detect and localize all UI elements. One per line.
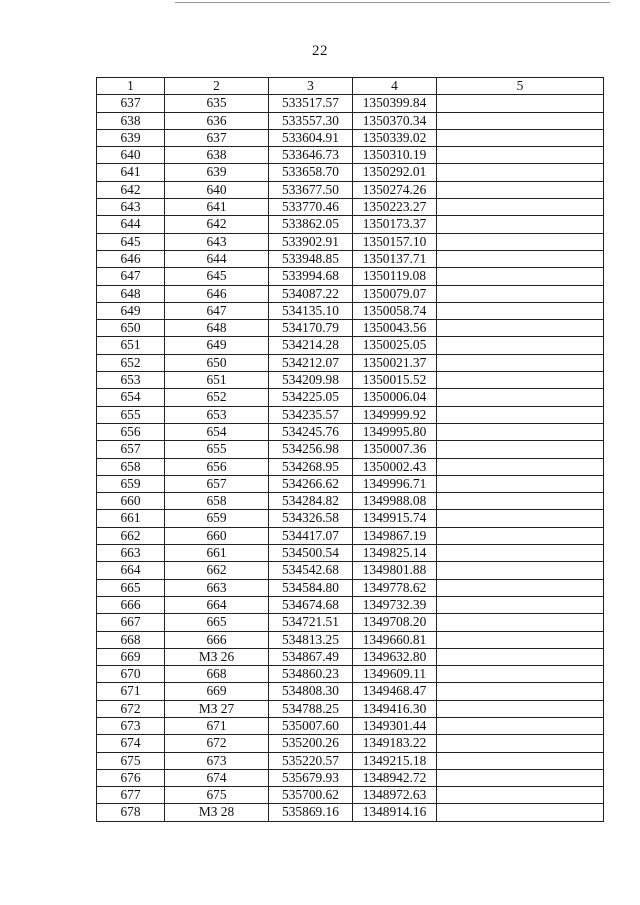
ref-point-cell: 664: [165, 596, 269, 613]
table-row: [97, 614, 604, 631]
table-row: [97, 250, 604, 267]
note-cell: [437, 423, 604, 440]
table-row: [97, 648, 604, 665]
y-coordinate-cell: 1350002.43: [353, 458, 437, 475]
note-cell: [437, 181, 604, 198]
point-number-cell: 658: [97, 458, 165, 475]
table-row: [97, 717, 604, 734]
column-header-1: 1: [97, 78, 165, 95]
table-row: [97, 112, 604, 129]
table-row: [97, 95, 604, 112]
x-coordinate-cell: 534235.57: [269, 406, 353, 423]
note-cell: [437, 337, 604, 354]
point-number-cell: 643: [97, 199, 165, 216]
ref-point-cell: 645: [165, 268, 269, 285]
table-row: [97, 147, 604, 164]
x-coordinate-cell: 535700.62: [269, 787, 353, 804]
column-header-3: 3: [269, 78, 353, 95]
y-coordinate-cell: 1349915.74: [353, 510, 437, 527]
table-row: [97, 666, 604, 683]
table-row: [97, 233, 604, 250]
ref-point-cell: 652: [165, 389, 269, 406]
point-number-cell: 668: [97, 631, 165, 648]
y-coordinate-cell: 1349632.80: [353, 648, 437, 665]
note-cell: [437, 268, 604, 285]
page-number: 22: [312, 43, 328, 59]
ref-point-cell: 654: [165, 423, 269, 440]
table-row: [97, 804, 604, 821]
note-cell: [437, 666, 604, 683]
x-coordinate-cell: 534808.30: [269, 683, 353, 700]
note-cell: [437, 95, 604, 112]
ref-point-cell: 642: [165, 216, 269, 233]
point-number-cell: 677: [97, 787, 165, 804]
ref-point-cell: 646: [165, 285, 269, 302]
y-coordinate-cell: 1350021.37: [353, 354, 437, 371]
table-row: [97, 579, 604, 596]
ref-point-cell: 655: [165, 441, 269, 458]
table-row: [97, 441, 604, 458]
note-cell: [437, 320, 604, 337]
ref-point-cell: 673: [165, 752, 269, 769]
x-coordinate-cell: 534225.05: [269, 389, 353, 406]
point-number-cell: 676: [97, 769, 165, 786]
ref-point-cell: 665: [165, 614, 269, 631]
table-row: [97, 700, 604, 717]
ref-point-cell: 657: [165, 475, 269, 492]
x-coordinate-cell: 533557.30: [269, 112, 353, 129]
table-row: [97, 285, 604, 302]
point-number-cell: 673: [97, 717, 165, 734]
ref-point-cell: 649: [165, 337, 269, 354]
y-coordinate-cell: 1350015.52: [353, 372, 437, 389]
table-row: [97, 389, 604, 406]
table-row: [97, 527, 604, 544]
y-coordinate-cell: 1349995.80: [353, 423, 437, 440]
point-number-cell: 664: [97, 562, 165, 579]
y-coordinate-cell: 1350157.10: [353, 233, 437, 250]
ref-point-cell: 638: [165, 147, 269, 164]
x-coordinate-cell: 534860.23: [269, 666, 353, 683]
ref-point-cell: 668: [165, 666, 269, 683]
column-header-4: 4: [353, 78, 437, 95]
coordinates-table: [96, 77, 604, 822]
y-coordinate-cell: 1348942.72: [353, 769, 437, 786]
point-number-cell: 660: [97, 493, 165, 510]
point-number-cell: 646: [97, 250, 165, 267]
point-number-cell: 665: [97, 579, 165, 596]
y-coordinate-cell: 1350274.26: [353, 181, 437, 198]
y-coordinate-cell: 1349825.14: [353, 545, 437, 562]
note-cell: [437, 147, 604, 164]
y-coordinate-cell: 1350292.01: [353, 164, 437, 181]
x-coordinate-cell: 534788.25: [269, 700, 353, 717]
table-row: [97, 752, 604, 769]
y-coordinate-cell: 1350007.36: [353, 441, 437, 458]
x-coordinate-cell: 533902.91: [269, 233, 353, 250]
table-row: [97, 545, 604, 562]
table-row: [97, 268, 604, 285]
y-coordinate-cell: 1349301.44: [353, 717, 437, 734]
table-row: [97, 302, 604, 319]
note-cell: [437, 354, 604, 371]
ref-point-cell: 663: [165, 579, 269, 596]
ref-point-cell: 669: [165, 683, 269, 700]
x-coordinate-cell: 534867.49: [269, 648, 353, 665]
y-coordinate-cell: 1350119.08: [353, 268, 437, 285]
point-number-cell: 648: [97, 285, 165, 302]
note-cell: [437, 285, 604, 302]
y-coordinate-cell: 1349988.08: [353, 493, 437, 510]
y-coordinate-cell: 1349778.62: [353, 579, 437, 596]
table-row: [97, 683, 604, 700]
ref-point-cell: МЗ 26: [165, 648, 269, 665]
ref-point-cell: 650: [165, 354, 269, 371]
note-cell: [437, 475, 604, 492]
point-number-cell: 657: [97, 441, 165, 458]
note-cell: [437, 735, 604, 752]
point-number-cell: 639: [97, 129, 165, 146]
y-coordinate-cell: 1349732.39: [353, 596, 437, 613]
x-coordinate-cell: 534266.62: [269, 475, 353, 492]
ref-point-cell: 674: [165, 769, 269, 786]
note-cell: [437, 596, 604, 613]
table-row: [97, 596, 604, 613]
table-row: [97, 129, 604, 146]
x-coordinate-cell: 534135.10: [269, 302, 353, 319]
table-row: [97, 216, 604, 233]
x-coordinate-cell: 534674.68: [269, 596, 353, 613]
ref-point-cell: 641: [165, 199, 269, 216]
point-number-cell: 649: [97, 302, 165, 319]
y-coordinate-cell: 1350006.04: [353, 389, 437, 406]
note-cell: [437, 406, 604, 423]
x-coordinate-cell: 533517.57: [269, 95, 353, 112]
note-cell: [437, 389, 604, 406]
point-number-cell: 678: [97, 804, 165, 821]
x-coordinate-cell: 533604.91: [269, 129, 353, 146]
note-cell: [437, 233, 604, 250]
note-cell: [437, 614, 604, 631]
point-number-cell: 652: [97, 354, 165, 371]
y-coordinate-cell: 1349801.88: [353, 562, 437, 579]
y-coordinate-cell: 1350025.05: [353, 337, 437, 354]
ref-point-cell: 675: [165, 787, 269, 804]
point-number-cell: 675: [97, 752, 165, 769]
x-coordinate-cell: 533862.05: [269, 216, 353, 233]
point-number-cell: 644: [97, 216, 165, 233]
note-cell: [437, 527, 604, 544]
table-row: [97, 562, 604, 579]
table-row: [97, 423, 604, 440]
x-coordinate-cell: 534214.28: [269, 337, 353, 354]
point-number-cell: 650: [97, 320, 165, 337]
ref-point-cell: 635: [165, 95, 269, 112]
table-row: [97, 181, 604, 198]
table-body: [97, 95, 604, 821]
note-cell: [437, 717, 604, 734]
y-coordinate-cell: 1349867.19: [353, 527, 437, 544]
point-number-cell: 640: [97, 147, 165, 164]
x-coordinate-cell: 534813.25: [269, 631, 353, 648]
column-header-2: 2: [165, 78, 269, 95]
ref-point-cell: 648: [165, 320, 269, 337]
y-coordinate-cell: 1349215.18: [353, 752, 437, 769]
x-coordinate-cell: 534209.98: [269, 372, 353, 389]
table-row: [97, 164, 604, 181]
ref-point-cell: 651: [165, 372, 269, 389]
point-number-cell: 638: [97, 112, 165, 129]
point-number-cell: 659: [97, 475, 165, 492]
table-row: [97, 631, 604, 648]
table-row: [97, 406, 604, 423]
y-coordinate-cell: 1349996.71: [353, 475, 437, 492]
ref-point-cell: 653: [165, 406, 269, 423]
ref-point-cell: 658: [165, 493, 269, 510]
y-coordinate-cell: 1349416.30: [353, 700, 437, 717]
note-cell: [437, 441, 604, 458]
x-coordinate-cell: 534584.80: [269, 579, 353, 596]
y-coordinate-cell: 1348972.63: [353, 787, 437, 804]
x-coordinate-cell: 533770.46: [269, 199, 353, 216]
x-coordinate-cell: 534326.58: [269, 510, 353, 527]
note-cell: [437, 545, 604, 562]
point-number-cell: 656: [97, 423, 165, 440]
note-cell: [437, 458, 604, 475]
x-coordinate-cell: 534542.68: [269, 562, 353, 579]
top-rule: [175, 2, 610, 3]
ref-point-cell: 637: [165, 129, 269, 146]
y-coordinate-cell: 1349468.47: [353, 683, 437, 700]
note-cell: [437, 302, 604, 319]
x-coordinate-cell: 535869.16: [269, 804, 353, 821]
ref-point-cell: 672: [165, 735, 269, 752]
x-coordinate-cell: 535220.57: [269, 752, 353, 769]
note-cell: [437, 199, 604, 216]
point-number-cell: 672: [97, 700, 165, 717]
x-coordinate-cell: 534500.54: [269, 545, 353, 562]
point-number-cell: 667: [97, 614, 165, 631]
table-row: [97, 787, 604, 804]
ref-point-cell: 640: [165, 181, 269, 198]
x-coordinate-cell: 534268.95: [269, 458, 353, 475]
y-coordinate-cell: 1350223.27: [353, 199, 437, 216]
y-coordinate-cell: 1350079.07: [353, 285, 437, 302]
point-number-cell: 654: [97, 389, 165, 406]
point-number-cell: 653: [97, 372, 165, 389]
x-coordinate-cell: 535007.60: [269, 717, 353, 734]
x-coordinate-cell: 533948.85: [269, 250, 353, 267]
note-cell: [437, 216, 604, 233]
point-number-cell: 674: [97, 735, 165, 752]
table-row: [97, 769, 604, 786]
note-cell: [437, 579, 604, 596]
note-cell: [437, 129, 604, 146]
y-coordinate-cell: 1350310.19: [353, 147, 437, 164]
point-number-cell: 645: [97, 233, 165, 250]
point-number-cell: 651: [97, 337, 165, 354]
x-coordinate-cell: 533994.68: [269, 268, 353, 285]
y-coordinate-cell: 1350173.37: [353, 216, 437, 233]
x-coordinate-cell: 533658.70: [269, 164, 353, 181]
y-coordinate-cell: 1349660.81: [353, 631, 437, 648]
table-row: [97, 372, 604, 389]
column-header-5: 5: [437, 78, 604, 95]
table-row: [97, 735, 604, 752]
table-row: [97, 320, 604, 337]
table-row: [97, 199, 604, 216]
table-row: [97, 510, 604, 527]
note-cell: [437, 752, 604, 769]
table-row: [97, 458, 604, 475]
ref-point-cell: 644: [165, 250, 269, 267]
point-number-cell: 669: [97, 648, 165, 665]
note-cell: [437, 804, 604, 821]
point-number-cell: 666: [97, 596, 165, 613]
ref-point-cell: 671: [165, 717, 269, 734]
ref-point-cell: 662: [165, 562, 269, 579]
table-row: [97, 354, 604, 371]
point-number-cell: 641: [97, 164, 165, 181]
note-cell: [437, 769, 604, 786]
y-coordinate-cell: 1349609.11: [353, 666, 437, 683]
point-number-cell: 655: [97, 406, 165, 423]
ref-point-cell: МЗ 27: [165, 700, 269, 717]
y-coordinate-cell: 1349183.22: [353, 735, 437, 752]
ref-point-cell: 666: [165, 631, 269, 648]
note-cell: [437, 683, 604, 700]
point-number-cell: 663: [97, 545, 165, 562]
point-number-cell: 642: [97, 181, 165, 198]
ref-point-cell: 656: [165, 458, 269, 475]
table-row: [97, 493, 604, 510]
note-cell: [437, 510, 604, 527]
y-coordinate-cell: 1350399.84: [353, 95, 437, 112]
note-cell: [437, 250, 604, 267]
x-coordinate-cell: 534087.22: [269, 285, 353, 302]
point-number-cell: 662: [97, 527, 165, 544]
y-coordinate-cell: 1350137.71: [353, 250, 437, 267]
x-coordinate-cell: 534417.07: [269, 527, 353, 544]
ref-point-cell: 639: [165, 164, 269, 181]
table-header-row: [97, 78, 604, 95]
y-coordinate-cell: 1349708.20: [353, 614, 437, 631]
y-coordinate-cell: 1350058.74: [353, 302, 437, 319]
x-coordinate-cell: 534245.76: [269, 423, 353, 440]
x-coordinate-cell: 533677.50: [269, 181, 353, 198]
note-cell: [437, 631, 604, 648]
x-coordinate-cell: 535679.93: [269, 769, 353, 786]
ref-point-cell: МЗ 28: [165, 804, 269, 821]
y-coordinate-cell: 1350043.56: [353, 320, 437, 337]
ref-point-cell: 643: [165, 233, 269, 250]
note-cell: [437, 112, 604, 129]
note-cell: [437, 648, 604, 665]
x-coordinate-cell: 533646.73: [269, 147, 353, 164]
note-cell: [437, 562, 604, 579]
table-row: [97, 475, 604, 492]
ref-point-cell: 660: [165, 527, 269, 544]
y-coordinate-cell: 1348914.16: [353, 804, 437, 821]
ref-point-cell: 659: [165, 510, 269, 527]
table-row: [97, 337, 604, 354]
ref-point-cell: 647: [165, 302, 269, 319]
ref-point-cell: 661: [165, 545, 269, 562]
note-cell: [437, 372, 604, 389]
x-coordinate-cell: 535200.26: [269, 735, 353, 752]
note-cell: [437, 700, 604, 717]
x-coordinate-cell: 534212.07: [269, 354, 353, 371]
point-number-cell: 647: [97, 268, 165, 285]
note-cell: [437, 787, 604, 804]
y-coordinate-cell: 1350339.02: [353, 129, 437, 146]
point-number-cell: 637: [97, 95, 165, 112]
note-cell: [437, 164, 604, 181]
note-cell: [437, 493, 604, 510]
y-coordinate-cell: 1350370.34: [353, 112, 437, 129]
x-coordinate-cell: 534256.98: [269, 441, 353, 458]
x-coordinate-cell: 534170.79: [269, 320, 353, 337]
x-coordinate-cell: 534284.82: [269, 493, 353, 510]
point-number-cell: 670: [97, 666, 165, 683]
y-coordinate-cell: 1349999.92: [353, 406, 437, 423]
point-number-cell: 661: [97, 510, 165, 527]
x-coordinate-cell: 534721.51: [269, 614, 353, 631]
point-number-cell: 671: [97, 683, 165, 700]
ref-point-cell: 636: [165, 112, 269, 129]
